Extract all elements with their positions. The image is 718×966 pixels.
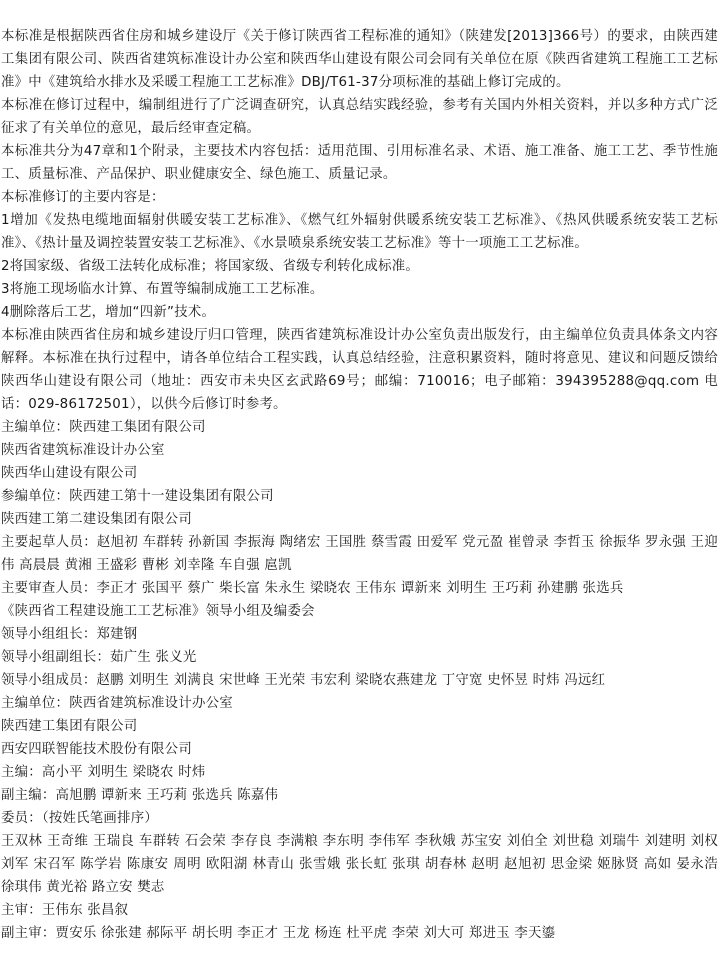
chief-editor-unit-line: 主编单位：陕西建工集团有限公司: [1, 420, 206, 435]
participating-unit-2: 陕西建工第二建设集团有限公司: [1, 512, 192, 527]
paragraph-revision-item-2: 2将国家级、省级工法转化成标准；将国家级、省级专利转化成标准。: [1, 259, 419, 274]
paragraph-revision-item-4: 4删除落后工艺，增加“四新”技术。: [1, 305, 216, 320]
paragraph-content-scope: 本标准共分为47章和1个附录，主要技术内容包括：适用范围、引用标准名录、术语、施工准备、施工工艺、季节性施工、质量标准、产品保护、职业健康安全、绿色施工、质量记录。: [1, 144, 718, 182]
deputy-chief-reviewers: 副主审：贾安乐 徐张建 郝际平 胡长明 李正才 王龙 杨连 杜平虎 李荣 刘大可 郑进玉 李天鎏: [1, 926, 556, 941]
chief-editor-unit-3: 陕西华山建设有限公司: [1, 466, 138, 481]
editorial-chief-unit-line: 主编单位：陕西省建筑标准设计办公室: [1, 696, 233, 711]
leader-group-members: 领导小组成员：赵鹏 刘明生 刘满良 宋世峰 王光荣 韦宏利 梁晓农燕建龙 丁守宽 史怀昱 时炜 冯远红: [1, 673, 606, 688]
committee-members-heading: 委员：（按姓氏笔画排序）: [1, 811, 158, 826]
committee-heading: 《陕西省工程建设施工工艺标准》领导小组及编委会: [1, 604, 315, 619]
committee-members-list: 王双林 王奇维 王瑞良 车群转 石会荣 李存良 李满粮 李东明 李伟军 李秋娥 苏宝安 刘伯全 刘世稳 刘瑞牛 刘建明 刘权 刘军 宋召军 陈学岩 陈康安 周明 欧阳湖 林青山 张雪娥 张长虹 张琪 胡春林 赵明 赵旭初 思金梁 姬脉贤 高如 晏永浩 徐琪伟 黄光裕 路立安 樊志: [1, 834, 718, 895]
paragraph-revision-item-1: 1增加《发热电缆地面辐射供暖安装工艺标准》、《燃气红外辐射供暖系统安装工艺标准》、《热风供暖系统安装工艺标准》、《热计量及调控装置安装工艺标准》、《水景喷泉系统安装工艺标准》等十一项施工工艺标准。: [1, 213, 718, 251]
chief-reviewers: 主审：王伟东 张昌叙: [1, 903, 129, 918]
editorial-chief-unit-2: 陕西建工集团有限公司: [1, 719, 138, 734]
paragraph-revision-process: 本标准在修订过程中，编制组进行了广泛调查研究，认真总结实践经验，参考有关国内外相关资料，并以多种方式广泛征求了有关单位的意见，最后经审查定稿。: [1, 98, 718, 136]
chief-editor-unit-2: 陕西省建筑标准设计办公室: [1, 443, 165, 458]
leader-group-head: 领导小组组长：郑建钢: [1, 627, 138, 642]
paragraph-management-contact: 本标准由陕西省住房和城乡建设厅归口管理，陕西省建筑标准设计办公室负责出版发行，由主编单位负责具体条文内容解释。本标准在执行过程中，请各单位结合工程实践，认真总结经验，注意积累资料，随时将意见、建议和问题反馈给陕西华山建设有限公司（地址：西安市未央区玄武路69号；邮编：710016；电子邮箱：394395288@qq.com 电话：029-86172501），以供今后修订时参考。: [1, 328, 718, 412]
document-page: [0, 25, 718, 966]
main-drafters: 主要起草人员：赵旭初 车群转 孙新国 李振海 陶绪宏 王国胜 蔡雪霞 田爱军 党元盈 崔曾录 李哲玉 徐振华 罗永强 王迎伟 高晨晨 黄湘 王盛彩 曹彬 刘幸隆 车自强 扈凯: [1, 535, 718, 573]
paragraph-revision-heading: 本标准修订的主要内容是：: [1, 190, 165, 205]
main-reviewers: 主要审查人员：李正才 张国平 蔡广 柴长富 朱永生 梁晓农 王伟东 谭新来 刘明生 王巧莉 孙建鹏 张选兵: [1, 581, 624, 596]
deputy-chief-editors: 副主编：高旭鹏 谭新来 王巧莉 张选兵 陈嘉伟: [1, 788, 279, 803]
editorial-chief-unit-3: 西安四联智能技术股份有限公司: [1, 742, 192, 757]
paragraph-revision-item-3: 3将施工现场临水计算、布置等编制成施工工艺标准。: [1, 282, 324, 297]
participating-unit-line: 参编单位：陕西建工第十一建设集团有限公司: [1, 489, 274, 504]
chief-editors: 主编：高小平 刘明生 梁晓农 时炜: [1, 765, 206, 780]
leader-group-deputy: 领导小组副组长：茹广生 张义光: [1, 650, 197, 665]
paragraph-preface-intro: 本标准是根据陕西省住房和城乡建设厅《关于修订陕西省工程标准的通知》（陕建发[2013]366号）的要求，由陕西建工集团有限公司、陕西省建筑标准设计办公室和陕西华山建设有限公司会同有关单位在原《陕西省建筑工程施工工艺标准》中《建筑给水排水及采暖工程施工工艺标准》DBJ/T61-37分项标准的基础上修订完成的。: [1, 29, 718, 90]
